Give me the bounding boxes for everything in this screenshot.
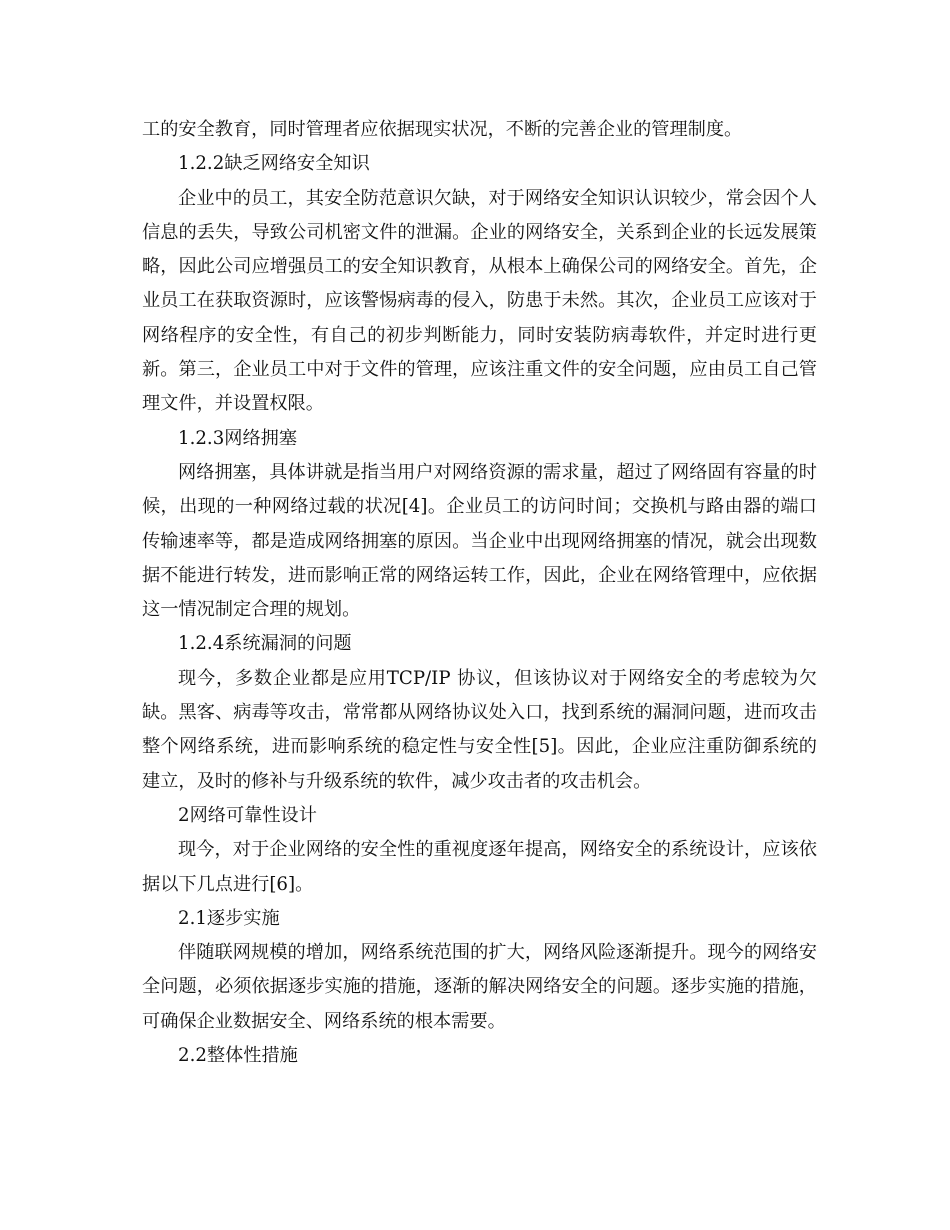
paragraph: 企业中的员工，其安全防范意识欠缺，对于网络安全知识认识较少，常会因个人信息的丢失，导致公司机密文件的泄漏。企业的网络安全，关系到企业的长远发展策略，因此公司应增强员工的安全知识教育，从根本上确保公司的网络安全。首先，企业员工在获取资源时，应该警惕病毒的侵入，防患于未然。其次，企业员工应该对于网络程序的安全性，有自己的初步判断能力，同时安装防病毒软件，并定时进行更新。第三，企业员工中对于文件的管理，应该注重文件的安全问题，应由员工自己管理文件，并设置权限。 <box>142 187 817 415</box>
section-heading: 1.2.2缺乏网络安全知识 <box>178 153 370 175</box>
paragraph: 伴随联网规模的增加，网络系统范围的扩大，网络风险逐渐提升。现今的网络安全问题，必须依据逐步实施的措施，逐渐的解决网络安全的问题。逐步实施的措施，可确保企业数据安全、网络系统的根本需要。 <box>142 942 817 1032</box>
section-heading: 2网络可靠性设计 <box>178 804 317 826</box>
section-heading: 1.2.4系统漏洞的问题 <box>178 633 352 655</box>
paragraph: 现今，对于企业网络的安全性的重视度逐年提高，网络安全的系统设计，应该依据以下几点进行[6]。 <box>142 839 817 895</box>
section-heading: 2.2整体性措施 <box>178 1045 298 1067</box>
paragraph: 工的安全教育，同时管理者应依据现实状况，不断的完善企业的管理制度。 <box>142 119 743 140</box>
section-heading: 1.2.3网络拥塞 <box>178 427 298 449</box>
paragraph: 现今，多数企业都是应用TCP/IP 协议，但该协议对于网络安全的考虑较为欠缺。黑客、病毒等攻击，常常都从网络协议处入口，找到系统的漏洞问题，进而攻击整个网络系统，进而影响系统的稳定性与安全性[5]。因此，企业应注重防御系统的建立，及时的修补与升级系统的软件，减少攻击者的攻击机会。 <box>142 667 817 792</box>
section-heading: 2.1逐步实施 <box>178 907 280 929</box>
paragraph: 网络拥塞，具体讲就是指当用户对网络资源的需求量，超过了网络固有容量的时候，出现的一种网络过载的状况[4]。企业员工的访问时间；交换机与路由器的端口传输速率等，都是造成网络拥塞的原因。当企业中出现网络拥塞的情况，就会出现数据不能进行转发，进而影响正常的网络运转工作，因此，企业在网络管理中，应依据这一情况制定合理的规划。 <box>142 461 817 621</box>
document-body <box>142 113 817 1073</box>
